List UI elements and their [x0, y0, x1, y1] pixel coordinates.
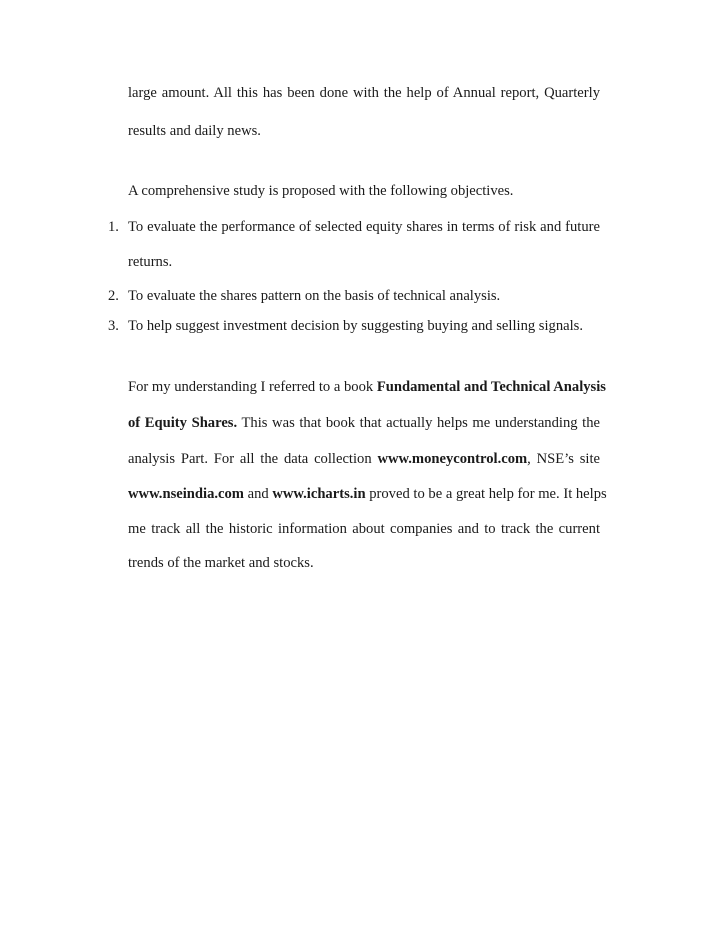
- website-reference: www.icharts.in: [272, 486, 366, 502]
- paragraph-line: [128, 413, 600, 433]
- list-number: 2.: [108, 288, 119, 304]
- text-run: This was that book that actually helps me understanding the: [237, 415, 600, 431]
- list-item: To evaluate the shares pattern on the basis of technical analysis.: [128, 288, 501, 304]
- book-title: Fundamental and Technical Analysis: [376, 379, 606, 395]
- objectives-intro: A comprehensive study is proposed with the following objectives.: [128, 183, 514, 199]
- list-item: To help suggest investment decision by suggesting buying and selling signals.: [128, 318, 583, 334]
- text-run: , NSE’s site: [527, 451, 601, 467]
- paragraph-line: [128, 449, 600, 469]
- text-run: analysis Part. For all the data collection: [128, 451, 378, 467]
- paragraph-line: [128, 484, 607, 504]
- paragraph-line: large amount. All this has been done with the help of Annual report, Quarterly: [128, 85, 600, 101]
- text-run: proved to be a great help for me. It helps: [365, 486, 607, 502]
- list-item: To evaluate the performance of selected equity shares in terms of risk and future: [128, 219, 600, 235]
- text-run: and: [243, 486, 273, 502]
- paragraph-line: me track all the historic information about companies and to track the current: [128, 521, 600, 537]
- text-run: For my understanding I referred to a book: [128, 379, 377, 395]
- website-reference: www.moneycontrol.com: [377, 451, 528, 467]
- book-title: of Equity Shares.: [128, 415, 238, 431]
- list-number: 1.: [108, 219, 119, 235]
- list-item-continuation: returns.: [128, 254, 173, 270]
- paragraph-line: trends of the market and stocks.: [128, 555, 314, 571]
- website-reference: www.nseindia.com: [128, 486, 244, 502]
- list-number: 3.: [108, 318, 119, 334]
- paragraph-line: [128, 377, 606, 397]
- paragraph-line: results and daily news.: [128, 123, 261, 139]
